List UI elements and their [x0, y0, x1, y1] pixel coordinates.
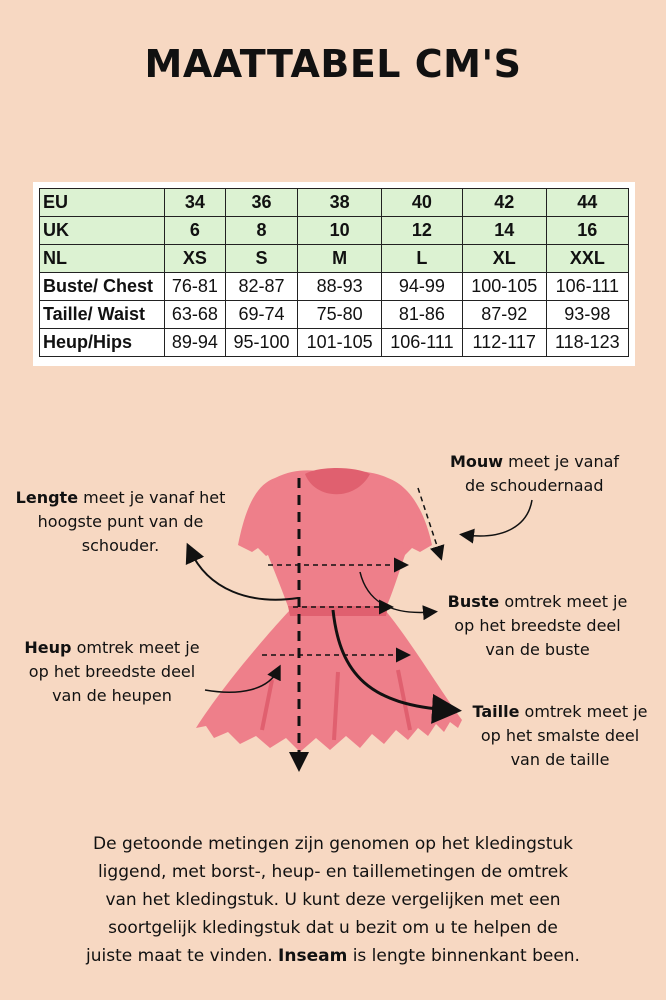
table-cell: 16 — [546, 217, 628, 245]
table-cell: 34 — [165, 189, 226, 217]
annotation-mouw-text: meet je vanaf — [503, 452, 620, 471]
annotation-buste-line3: van de buste — [485, 640, 590, 659]
table-cell: 76-81 — [165, 273, 226, 301]
size-table-panel — [33, 182, 635, 366]
footer-line: soortgelijk kledingstuk dat u bezit om u te helpen de — [108, 918, 558, 938]
table-cell: 38 — [298, 189, 382, 217]
row-label: Taille/ Waist — [40, 301, 165, 329]
table-row — [40, 245, 629, 273]
footer-inseam-bold: Inseam — [278, 946, 348, 966]
annotation-mouw — [450, 450, 650, 498]
footer-line — [30, 942, 636, 970]
table-cell: 8 — [225, 217, 297, 245]
table-cell: 101-105 — [298, 329, 382, 357]
annotation-buste-text: omtrek meet je — [499, 592, 628, 611]
table-cell: L — [382, 245, 463, 273]
annotation-mouw-line2: de schoudernaad — [465, 476, 604, 495]
table-cell: M — [298, 245, 382, 273]
row-label: Buste/ Chest — [40, 273, 165, 301]
table-cell: 75-80 — [298, 301, 382, 329]
table-row — [40, 301, 629, 329]
table-row — [40, 189, 629, 217]
annotation-taille-text: omtrek meet je — [519, 702, 648, 721]
table-cell: 12 — [382, 217, 463, 245]
table-cell: 6 — [165, 217, 226, 245]
page-title: MAATTABEL CM'S — [144, 42, 522, 86]
length-arrow-head — [289, 752, 309, 772]
table-row — [40, 217, 629, 245]
table-cell: 93-98 — [546, 301, 628, 329]
table-cell: S — [225, 245, 297, 273]
skirt — [196, 610, 462, 752]
table-cell: 106-111 — [546, 273, 628, 301]
annotation-lengte-line3: schouder. — [81, 536, 160, 555]
row-label: UK — [40, 217, 165, 245]
annotation-lengte-line2: hoogste punt van de — [37, 512, 204, 531]
annotation-lengte-text: meet je vanaf het — [78, 488, 226, 507]
table-cell: 40 — [382, 189, 463, 217]
annotation-taille-line3: van de taille — [510, 750, 610, 769]
table-cell: XXL — [546, 245, 628, 273]
table-cell: 87-92 — [462, 301, 546, 329]
annotation-lengte-bold: Lengte — [15, 488, 79, 507]
footer-text: is lengte binnenkant been. — [347, 946, 580, 966]
table-cell: 118-123 — [546, 329, 628, 357]
annotation-lengte — [8, 486, 233, 558]
footer-line: De getoonde metingen zijn genomen op het kledingstuk — [92, 834, 574, 854]
footer-line: liggend, met borst-, heup- en taillemetingen de omtrek — [97, 862, 569, 882]
annotation-heup — [12, 636, 212, 708]
annotation-buste — [435, 590, 640, 662]
table-row — [40, 329, 629, 357]
table-cell: 69-74 — [225, 301, 297, 329]
table-cell: 89-94 — [165, 329, 226, 357]
footer-note — [30, 830, 636, 970]
table-cell: 106-111 — [382, 329, 463, 357]
table-cell: 82-87 — [225, 273, 297, 301]
mouw-pointer — [465, 500, 532, 536]
table-cell: 81-86 — [382, 301, 463, 329]
annotation-taille-line2: op het smalste deel — [480, 726, 640, 745]
annotation-buste-bold: Buste — [447, 592, 500, 611]
table-row — [40, 273, 629, 301]
row-label: EU — [40, 189, 165, 217]
footer-text: juiste maat te vinden. — [86, 946, 279, 966]
table-cell: 42 — [462, 189, 546, 217]
table-cell: 94-99 — [382, 273, 463, 301]
table-cell: 14 — [462, 217, 546, 245]
row-label: Heup/Hips — [40, 329, 165, 357]
table-cell: 10 — [298, 217, 382, 245]
annotation-mouw-bold: Mouw — [450, 452, 504, 471]
annotation-heup-text: omtrek meet je — [71, 638, 200, 657]
row-label: NL — [40, 245, 165, 273]
table-cell: 88-93 — [298, 273, 382, 301]
footer-line: van het kledingstuk. U kunt deze vergelijken met een — [105, 890, 561, 910]
annotation-taille-bold: Taille — [472, 702, 520, 721]
table-cell: 112-117 — [462, 329, 546, 357]
annotation-heup-bold: Heup — [24, 638, 72, 657]
table-cell: 44 — [546, 189, 628, 217]
size-table — [39, 188, 629, 357]
table-cell: 63-68 — [165, 301, 226, 329]
annotation-buste-line2: op het breedste deel — [454, 616, 621, 635]
table-cell: 100-105 — [462, 273, 546, 301]
annotation-heup-line2: op het breedste deel — [28, 662, 196, 681]
table-cell: 95-100 — [225, 329, 297, 357]
table-cell: XL — [462, 245, 546, 273]
annotation-taille — [460, 700, 660, 772]
annotation-heup-line3: van de heupen — [52, 686, 172, 705]
table-cell: XS — [165, 245, 226, 273]
table-cell: 36 — [225, 189, 297, 217]
